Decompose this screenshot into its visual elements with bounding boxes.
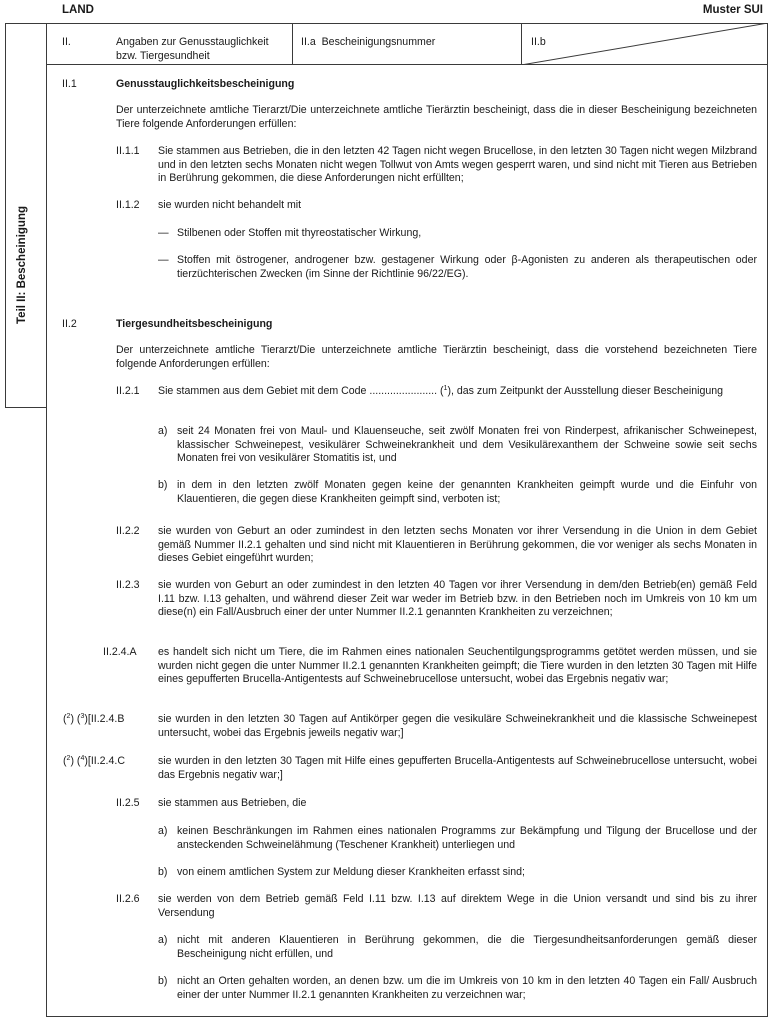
footnote-ref: 1 (443, 385, 448, 392)
item-number: II.2.6 (116, 893, 140, 905)
item-number: II.2.3 (116, 579, 140, 591)
item-text: Sie stammen aus Betrieben, die in den letzten 42 Tagen nicht wegen Brucellose, in den letzten 30 Tagen nicht wegen Milzbrand und in den letzten sechs Monaten nicht wegen Tollwut von Amts wegen gesperrt waren, und sind nicht mit Tieren aus Betrieben in Berührung gekommen, die diese Anforderungen nicht erfüllten; (158, 145, 757, 185)
item-number: ($^2$) ($^4$)[II.2.4.C (63, 755, 125, 767)
sub-text: nicht mit anderen Klauentieren in Berührung gekommen, die die Tiergesundheitsanforderungen gemäß dieser Bescheinigung nicht erfüllen, und (177, 934, 757, 960)
sub-text: keinen Beschränkungen im Rahmen eines nationalen Programms zur Bekämpfung und Tilgung der Brucellose und der ansteckenden Schweinelähmung (Teschener Krankheit) unterliegen und (177, 825, 757, 851)
dash-marker: — (158, 227, 169, 239)
sub-text: in dem in den letzten zwölf Monaten gegen keine der genannten Krankheiten geimpft wurde und die Einfuhr von Klauentieren, die gegen diese Krankheiten geimpft sind, verboten ist; (177, 479, 757, 505)
sub-marker: b) (158, 479, 168, 491)
sub-marker: b) (158, 975, 168, 987)
iib-diagonal-line (521, 23, 768, 65)
item-number-label: [II.2.4.C (87, 755, 125, 767)
sub-marker: a) (158, 934, 168, 946)
item-number: II.2.5 (116, 797, 140, 809)
sub-marker: a) (158, 825, 168, 837)
frame-bottom (46, 1016, 768, 1017)
footnote-ref: 4 (80, 755, 85, 762)
iib-field: II.b (531, 36, 546, 48)
header-divider-1 (292, 23, 293, 65)
s22-intro: Der unterzeichnete amtliche Tierarzt/Die unterzeichnete amtliche Tierärztin bescheinigt, dass die vorstehend bezeichneten Tiere folgende Anforderungen erfüllen: (116, 344, 757, 370)
frame-left-inner (46, 23, 47, 1017)
footnote-ref: 3 (80, 713, 85, 720)
sub-text: seit 24 Monaten frei von Maul- und Klauenseuche, seit zwölf Monaten frei von Rinderpest, afrikanischer Schweinepest, klassischer Schweinepest, vesikulärer Schweinekrankheit und dem Vesikulärexanthem der Schweine sowie seit sechs Monaten frei von vesikulärer Stomatitis ist, und (177, 425, 757, 465)
section-number: II. (62, 36, 71, 48)
s22-title: Tiergesundheitsbescheinigung (116, 318, 273, 330)
item-text: sie wurden in den letzten 30 Tagen mit Hilfe eines gepufferten Brucella-Antigentests auf Schweinebrucellose untersucht, wobei das Ergebnis negativ war;] (158, 755, 757, 781)
sub-marker: a) (158, 425, 168, 437)
country-label: LAND (62, 4, 94, 16)
sub-text: von einem amtlichen System zur Meldung dieser Krankheiten erfasst sind; (177, 866, 525, 878)
item-number: II.2.4.A (103, 646, 137, 658)
dash-marker: — (158, 254, 169, 266)
frame-right (767, 23, 768, 1017)
side-label-text: Teil II: Bescheinigung (16, 206, 29, 324)
footnote-ref: 2 (66, 755, 71, 762)
item-text: sie wurden in den letzten 30 Tagen auf Antikörper gegen die vesikuläre Schweinekrankheit und die klassische Schweinepest untersucht, wobei das Ergebnis jeweils negativ war;] (158, 713, 757, 739)
item-number: ($^2$) ($^3$)[II.2.4.B (63, 713, 125, 725)
s21-title: Genusstauglichkeitsbescheinigung (116, 78, 295, 90)
frame-left-outer (5, 23, 6, 408)
sub-text: nicht an Orten gehalten worden, an denen bzw. um die im Umkreis von 10 km in den letzten 40 Tagen ein Fall/ Ausbruch einer der unter Nummer II.2.1 genannten Krankheiten zu verzeichnen war; (177, 975, 757, 1001)
section-title-line1: Angaben zur Genusstauglichkeit (116, 36, 269, 48)
item-number: II.1.2 (116, 199, 140, 211)
s22-number: II.2 (62, 318, 77, 330)
section-title-line2: bzw. Tiergesundheit (116, 50, 210, 62)
section-title (116, 35, 269, 63)
s21-number: II.1 (62, 78, 77, 90)
certificate-number-field: II.a Bescheinigungsnummer (301, 36, 436, 48)
item-text (158, 385, 757, 399)
item-number-label: [II.2.4.B (87, 713, 125, 725)
item-text: es handelt sich nicht um Tiere, die im Rahmen eines nationalen Seuchentilgungsprogramms getötet werden müssen, und sie wurden nicht gegen die unter Nummer II.2.1 genannten Krankheiten geimpft; die Tiere wurden in den letzten 30 Tagen mit Hilfe eines gepufferten Brucella-Antigentests auf Schweinebrucellose untersucht, wobei das Ergebnis negativ war; (158, 646, 757, 686)
item-text: sie wurden von Geburt an oder zumindest in den letzten sechs Monaten vor ihrer Versendung in die Union in dem Gebiet gemäß Nummer II.2.1 gehalten und sind nicht mit Klauentieren in Berührung gekommen, die vor weniger als sechs Monaten in dieses Gebiet eingeführt wurden; (158, 525, 757, 565)
item-text: sie wurden nicht behandelt mit (158, 199, 302, 211)
item-number: II.2.2 (116, 525, 140, 537)
item-text: sie stammen aus Betrieben, die (158, 797, 307, 809)
model-label: Muster SUI (702, 4, 763, 16)
item-number: II.2.1 (116, 385, 140, 397)
s21-intro: Der unterzeichnete amtliche Tierarzt/Die unterzeichnete amtliche Tierärztin bescheinigt, dass die in dieser Bescheinigung bezeichneten Tiere folgende Anforderungen erfüllen: (116, 104, 757, 130)
item-number: II.1.1 (116, 145, 140, 157)
footnote-ref: 2 (66, 713, 71, 720)
dash-text: Stoffen mit östrogener, androgener bzw. gestagener Wirkung oder β-Agonisten zu anderen als therapeutischen oder tierzüchterischen Zwecken (im Sinne der Richtlinie 96/22/EG). (177, 254, 757, 280)
side-label (8, 120, 38, 410)
item-text: sie werden von dem Betrieb gemäß Feld I.11 bzw. I.13 auf direktem Wege in die Union versandt und sind bis zu ihrer Versendung (158, 893, 757, 919)
sub-marker: b) (158, 866, 168, 878)
dash-text: Stilbenen oder Stoffen mit thyreostatischer Wirkung, (177, 227, 422, 239)
item-text-after: ), das zum Zeitpunkt der Ausstellung dieser Bescheinigung (447, 385, 724, 397)
item-text-before: Sie stammen aus dem Gebiet mit dem Code ....................... ( (158, 385, 444, 397)
item-text: sie wurden von Geburt an oder zumindest in den letzten 40 Tagen vor ihrer Versendung in dem/den Betrieb(en) gemäß Feld I.11 bzw. I.13 gehalten, und während dieser Zeit war weder im Betrieb bzw. in den Betrieben noch im Umkreis von 10 km um diese(n) ein Fall/Ausbruch einer der unter Nummer II.2.1 genannten Krankheiten zu verzeichnen; (158, 579, 757, 619)
